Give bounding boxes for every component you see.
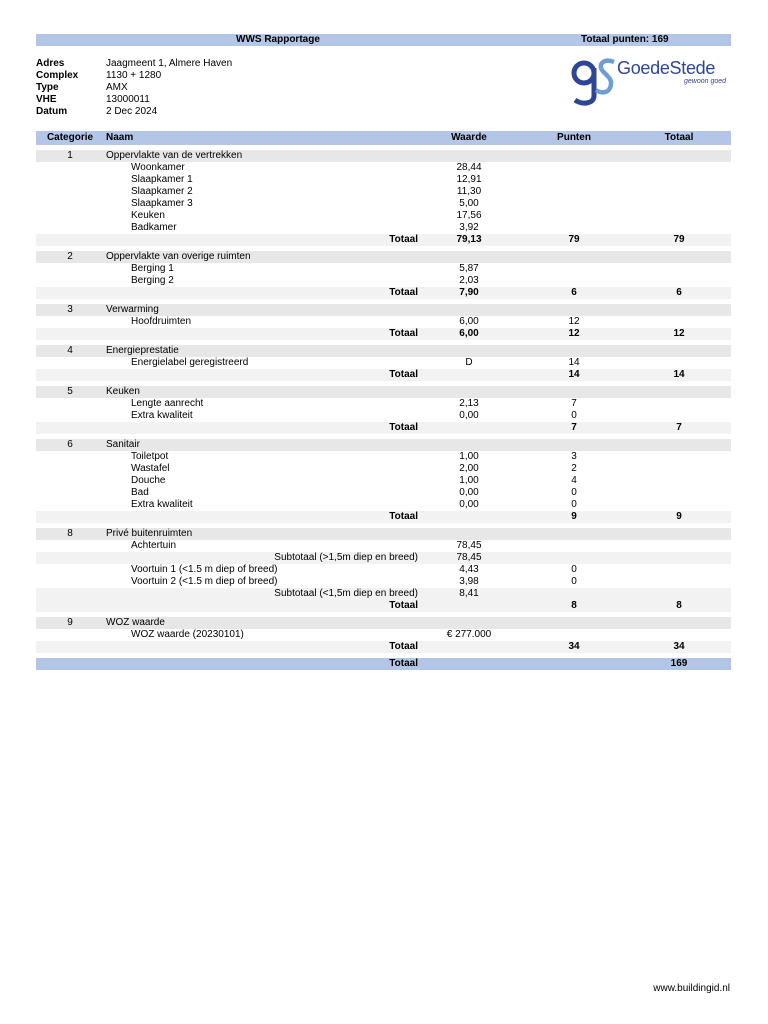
total-value: 7,90 xyxy=(459,287,479,298)
item-points: 4 xyxy=(571,475,577,486)
total-total: 8 xyxy=(676,600,682,611)
item-row xyxy=(36,410,731,422)
category-row xyxy=(36,150,731,162)
category-name: Verwarming xyxy=(106,304,159,315)
item-name: Achtertuin xyxy=(131,540,177,551)
item-points: 7 xyxy=(571,398,577,409)
total-total: 6 xyxy=(676,287,682,298)
category-name: Sanitair xyxy=(106,439,140,450)
item-row xyxy=(36,316,731,328)
total-points: 34 xyxy=(568,641,580,652)
info-row-vhe xyxy=(36,94,232,106)
category-total-row xyxy=(36,600,731,612)
item-value: 3,98 xyxy=(459,576,479,587)
info-label: Datum xyxy=(36,106,68,117)
subtotal-value: 78,45 xyxy=(456,552,482,563)
total-total: 7 xyxy=(676,422,682,433)
logo-tagline: gewoon goed xyxy=(684,78,727,85)
total-points: 12 xyxy=(568,328,580,339)
category-row xyxy=(36,304,731,316)
item-row xyxy=(36,629,731,641)
item-value: 1,00 xyxy=(459,475,479,486)
item-points: 2 xyxy=(571,463,577,474)
total-label: Totaal xyxy=(389,422,418,433)
subtotal-row xyxy=(36,552,731,564)
category-number: 9 xyxy=(67,617,73,628)
category-row xyxy=(36,617,731,629)
item-points: 0 xyxy=(571,487,577,498)
category-number: 4 xyxy=(67,345,73,356)
total-label: Totaal xyxy=(389,287,418,298)
subtotal-row xyxy=(36,588,731,600)
category-total-row xyxy=(36,369,731,381)
item-value: 2,03 xyxy=(459,275,479,286)
category-total-row xyxy=(36,287,731,299)
item-points: 0 xyxy=(571,564,577,575)
item-row xyxy=(36,487,731,499)
wws-points-table xyxy=(36,131,731,670)
item-row xyxy=(36,263,731,275)
column-header-totaal: Totaal xyxy=(664,132,694,143)
item-points: 0 xyxy=(571,410,577,421)
item-points: 12 xyxy=(568,316,580,327)
info-value: 13000011 xyxy=(106,94,150,105)
total-points: 14 xyxy=(568,369,580,380)
item-value: D xyxy=(465,357,473,368)
category-name: Energieprestatie xyxy=(106,345,179,356)
item-name: Voortuin 2 (<1.5 m diep of breed) xyxy=(131,576,278,587)
total-points: 9 xyxy=(571,511,577,522)
item-value: 5,00 xyxy=(459,198,479,209)
item-name: Keuken xyxy=(131,210,165,221)
item-row xyxy=(36,357,731,369)
item-value: 1,00 xyxy=(459,451,479,462)
total-points: 6 xyxy=(571,287,577,298)
gs-monogram-icon xyxy=(566,56,618,108)
item-value: 17,56 xyxy=(456,210,482,221)
category-number: 3 xyxy=(67,304,73,315)
info-label: Type xyxy=(36,82,59,93)
info-row-datum xyxy=(36,106,232,118)
item-name: Toiletpot xyxy=(131,451,169,462)
item-row xyxy=(36,499,731,511)
category-total-row xyxy=(36,511,731,523)
item-row xyxy=(36,210,731,222)
grand-total-label: Totaal xyxy=(389,658,418,669)
item-value: 78,45 xyxy=(456,540,482,551)
total-total: 34 xyxy=(673,641,685,652)
total-total: 9 xyxy=(676,511,682,522)
item-row xyxy=(36,198,731,210)
item-value: 0,00 xyxy=(459,487,479,498)
item-name: Badkamer xyxy=(131,222,177,233)
item-points: 3 xyxy=(571,451,577,462)
item-row xyxy=(36,540,731,552)
item-name: Bad xyxy=(131,487,149,498)
property-info xyxy=(36,58,232,118)
info-value: 2 Dec 2024 xyxy=(106,106,158,117)
item-row xyxy=(36,564,731,576)
item-row xyxy=(36,174,731,186)
table-body xyxy=(36,150,731,658)
goedestede-logo xyxy=(566,56,732,108)
report-title: WWS Rapportage xyxy=(236,34,320,45)
total-label: Totaal xyxy=(389,641,418,652)
item-row xyxy=(36,451,731,463)
item-row xyxy=(36,222,731,234)
logo-name: GoedeStede xyxy=(617,58,716,78)
item-value: 0,00 xyxy=(459,410,479,421)
category-number: 2 xyxy=(67,251,73,262)
info-row-adres xyxy=(36,58,232,70)
total-points: 79 xyxy=(568,234,580,245)
item-row xyxy=(36,576,731,588)
item-value: € 277.000 xyxy=(446,629,492,640)
item-value: 5,87 xyxy=(459,263,479,274)
item-value: 3,92 xyxy=(459,222,479,233)
item-value: 28,44 xyxy=(456,162,482,173)
total-points: 8 xyxy=(571,600,577,611)
item-row xyxy=(36,475,731,487)
category-name: Privé buitenruimten xyxy=(106,528,193,539)
total-value: 6,00 xyxy=(459,328,479,339)
item-name: WOZ waarde (20230101) xyxy=(131,629,244,640)
category-number: 5 xyxy=(67,386,73,397)
item-points: 0 xyxy=(571,576,577,587)
category-number: 1 xyxy=(67,150,73,161)
column-header-punten: Punten xyxy=(557,132,591,143)
info-value: AMX xyxy=(106,82,128,93)
total-label: Totaal xyxy=(389,600,418,611)
item-name: Lengte aanrecht xyxy=(131,398,204,409)
total-value: 79,13 xyxy=(456,234,482,245)
item-name: Berging 2 xyxy=(131,275,174,286)
item-value: 6,00 xyxy=(459,316,479,327)
subtotal-label: Subtotaal (>1,5m diep en breed) xyxy=(274,552,418,563)
category-number: 8 xyxy=(67,528,73,539)
total-label: Totaal xyxy=(389,369,418,380)
category-name: Oppervlakte van de vertrekken xyxy=(106,150,243,161)
total-label: Totaal xyxy=(389,234,418,245)
item-value: 12,91 xyxy=(456,174,482,185)
item-value: 2,13 xyxy=(459,398,479,409)
column-header-categorie: Categorie xyxy=(46,132,94,143)
column-header-waarde: Waarde xyxy=(451,132,487,143)
item-name: Slaapkamer 3 xyxy=(131,198,193,209)
item-points: 14 xyxy=(568,357,580,368)
item-row xyxy=(36,162,731,174)
category-row xyxy=(36,251,731,263)
category-name: WOZ waarde xyxy=(106,617,165,628)
info-value: Jaagmeent 1, Almere Haven xyxy=(106,58,233,69)
info-value: 1130 + 1280 xyxy=(106,70,162,81)
item-name: Extra kwaliteit xyxy=(131,410,193,421)
total-total: 14 xyxy=(673,369,685,380)
item-name: Slaapkamer 2 xyxy=(131,186,193,197)
total-label: Totaal xyxy=(389,328,418,339)
info-row-complex xyxy=(36,70,232,82)
category-total-row xyxy=(36,641,731,653)
category-name: Oppervlakte van overige ruimten xyxy=(106,251,251,262)
info-label: Complex xyxy=(36,70,79,81)
item-name: Voortuin 1 (<1.5 m diep of breed) xyxy=(131,564,278,575)
category-total-row xyxy=(36,234,731,246)
footer-url: www.buildingid.nl xyxy=(653,983,730,994)
category-row xyxy=(36,386,731,398)
item-value: 4,43 xyxy=(459,564,479,575)
item-name: Berging 1 xyxy=(131,263,174,274)
subtotal-value: 8,41 xyxy=(459,588,479,599)
item-name: Extra kwaliteit xyxy=(131,499,193,510)
item-name: Energielabel geregistreerd xyxy=(131,357,249,368)
category-row xyxy=(36,439,731,451)
item-value: 11,30 xyxy=(456,186,482,197)
item-name: Slaapkamer 1 xyxy=(131,174,193,185)
info-label: Adres xyxy=(36,58,65,69)
category-row xyxy=(36,528,731,540)
grand-total-row xyxy=(36,658,731,670)
category-row xyxy=(36,345,731,357)
item-name: Hoofdruimten xyxy=(131,316,192,327)
subtotal-label: Subtotaal (<1,5m diep en breed) xyxy=(274,588,418,599)
total-points-summary: Totaal punten: 169 xyxy=(581,34,669,45)
item-row xyxy=(36,186,731,198)
report-title-bar xyxy=(36,34,731,46)
item-points: 0 xyxy=(571,499,577,510)
info-row-type xyxy=(36,82,232,94)
grand-total-value: 169 xyxy=(670,658,688,669)
item-row xyxy=(36,398,731,410)
total-points: 7 xyxy=(571,422,577,433)
category-total-row xyxy=(36,422,731,434)
item-name: Wastafel xyxy=(131,463,170,474)
item-name: Douche xyxy=(131,475,166,486)
category-name: Keuken xyxy=(106,386,140,397)
total-total: 12 xyxy=(673,328,685,339)
info-label: VHE xyxy=(36,94,57,105)
total-label: Totaal xyxy=(389,511,418,522)
total-total: 79 xyxy=(673,234,685,245)
column-header-naam: Naam xyxy=(106,132,134,143)
category-number: 6 xyxy=(67,439,73,450)
item-row xyxy=(36,463,731,475)
item-name: Woonkamer xyxy=(131,162,185,173)
item-row xyxy=(36,275,731,287)
item-value: 2,00 xyxy=(459,463,479,474)
item-value: 0,00 xyxy=(459,499,479,510)
table-header xyxy=(36,131,731,145)
category-total-row xyxy=(36,328,731,340)
